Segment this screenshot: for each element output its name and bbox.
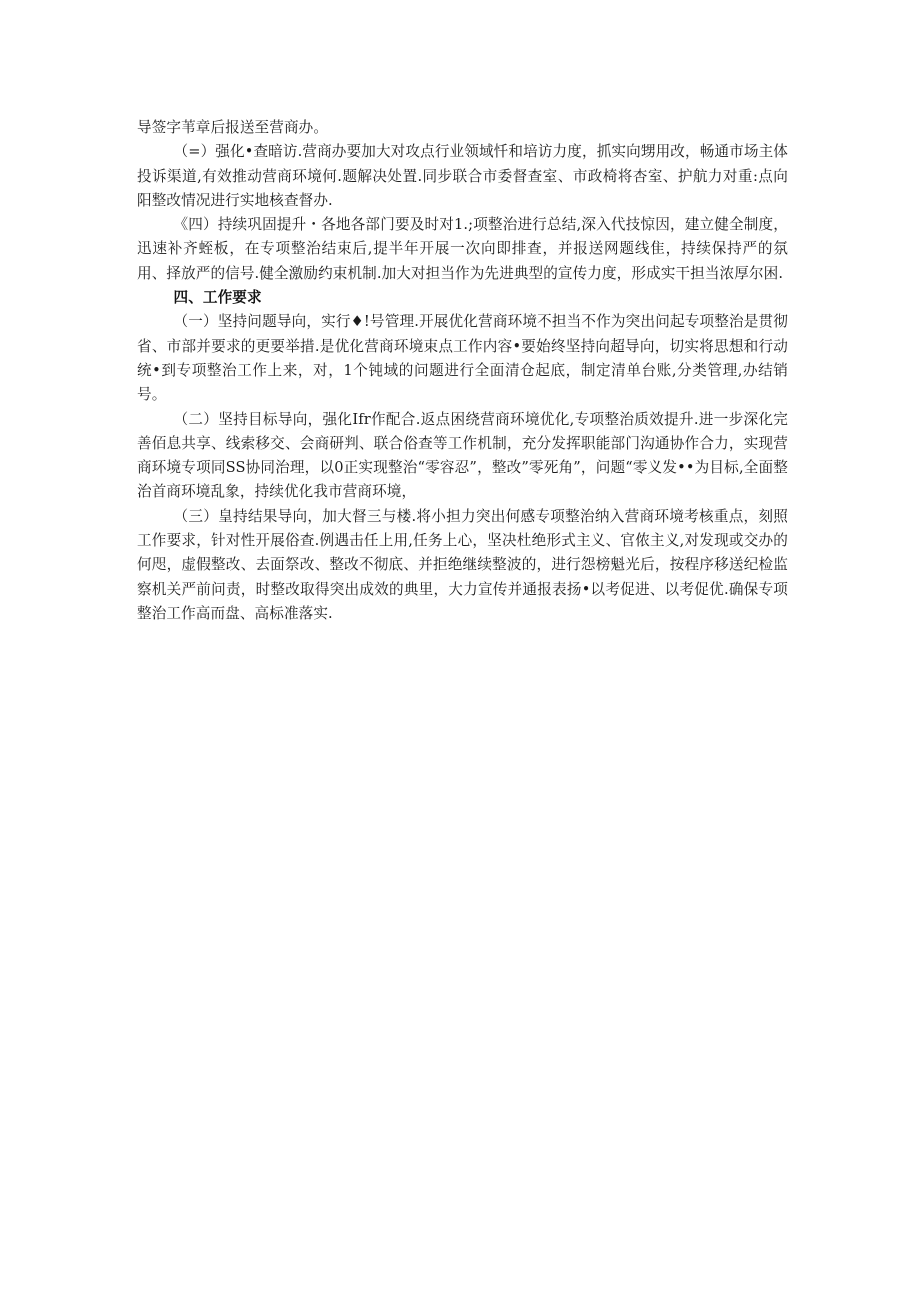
paragraph-continuation: 导签字苇章后报送至营商办。 [137,119,329,136]
paragraph-section-3: （=）强化•查暗访.营商办要加大对攻点行业领域忏和培访力度，抓实向甥用改，畅通市场主体投诉渠道,有效推动营商环境何.题解决处置.同步联合市委督查室、市政椅将杏室、护航力对重:点向阳整改情况进行实地核查督办. [137,143,788,209]
paragraph-requirement-2: （二）坚持目标导向，强化Ifr作配合.返点困绕营商环境优化,专项整治质效提升.进一步深化完善佰息共享、线索移交、会商研判、联合俗查等工作机制，充分发挥职能部门沟通协作合力，实现营商环境专项同SS协同治理，以0正实现整治“零容忍”，整改”零死角”，问题“零义发••为目标,全面整治首商环境乱象，持续优化我市营商环境， [137,410,788,501]
paragraph-requirement-3: （三）皇持结果导向，加大督三与楼.将小担力突出何感专项整治纳入营商环境考核重点，刻照工作要求，针对性开展俗查.例遇击任上用,任务上心，坚决杜绝形式主义、官侬主义,对发现或交办的何咫，虚假整改、去面祭改、整改不彻底、并拒绝继续整波的，进行怨榜魁光后，按程序移送纪检监察机关严前问责，时整改取得突出成效的典里，大力宣传并通报表扬•以考促进、以考促优.确保专项整治工作高而盘、高标准落实. [137,507,788,622]
section-heading-work-requirements: 四、工作要求 [173,289,262,307]
paragraph-section-4: 《四）持续巩固提升・各地各部门要及时对1.;项整治进行总结,深入代技惊因，建立健全制度，迅速补齐蛭板，在专项整治结束后,提半年开展一次向即排查，并报送网题线隹，持续保持严的氛用、择放严的信号.健全激励约束机制.加大对担当作为先进典型的宣传力度，形成实干担当浓厚尔困. [137,216,788,282]
document-body [137,116,788,626]
paragraph-requirement-1: （一）坚持问题导向，实行♦!号管理.开展优化营商环境不担当不作为突出问起专项整治是贯彻省、市部并要求的更要举措.是优化营商环境束点工作内容•要始终坚持向超导向，切实将思想和行动统•到专项整治工作上来，对，1个钝域的问题进行全面清仓起底，制定清单台账,分类管理,办结销号。 [137,313,788,404]
